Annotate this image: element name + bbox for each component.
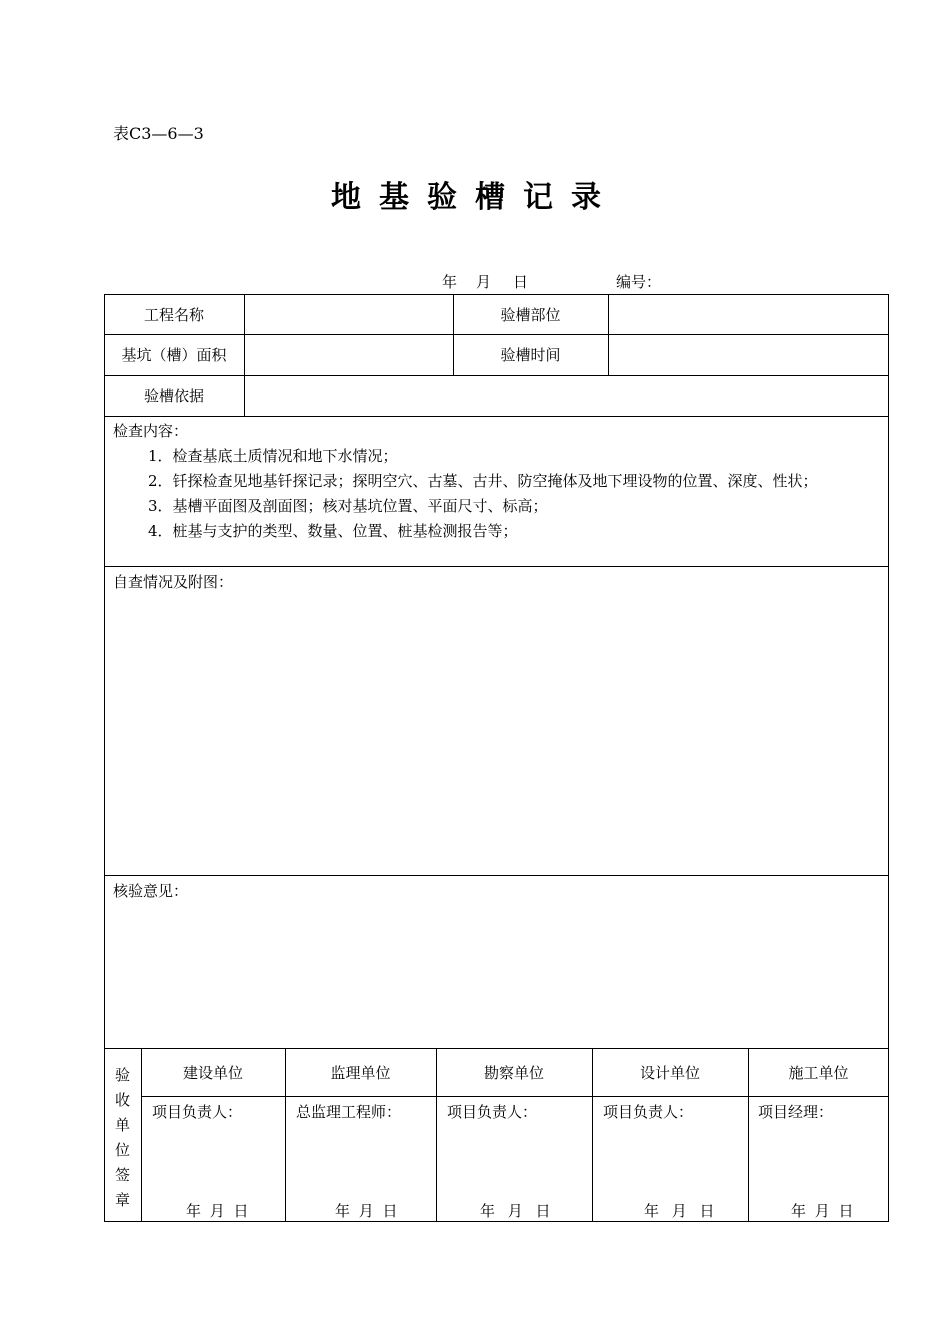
inspection-time-label: 验槽时间 — [500, 346, 561, 364]
inspection-time-field[interactable] — [609, 335, 888, 375]
inspection-part-label: 验槽部位 — [500, 305, 561, 324]
sign-date: 年 月 日 — [644, 1202, 715, 1220]
pit-area-field[interactable] — [245, 335, 452, 375]
check-item: 3．基槽平面图及剖面图；核对基坑位置、平面尺寸、标高； — [148, 497, 548, 515]
unit-header-supervision: 监理单位 — [330, 1063, 391, 1082]
unit-header-contractor: 施工单位 — [788, 1063, 849, 1082]
sign-side-char: 验 — [115, 1066, 131, 1084]
unit-header-design: 设计单位 — [639, 1063, 700, 1082]
date-month-label: 月 — [476, 273, 492, 291]
check-item: 2．钎探检查见地基钎探记录；探明空穴、古墓、古井、防空掩体及地下埋设物的位置、深度、性状； — [148, 472, 818, 490]
sign-side-char: 位 — [115, 1141, 131, 1159]
signature-field[interactable] — [437, 1122, 591, 1192]
unit-header-survey: 勘察单位 — [483, 1063, 544, 1082]
date-day-label: 日 — [513, 273, 529, 291]
row-divider — [104, 566, 889, 567]
signature-field[interactable] — [593, 1122, 747, 1192]
check-item: 4．桩基与支护的类型、数量、位置、桩基检测报告等； — [148, 522, 518, 540]
sign-side-char: 收 — [115, 1091, 131, 1109]
inspection-basis-field[interactable] — [245, 376, 888, 416]
sign-side-char: 章 — [115, 1191, 131, 1209]
review-label: 核验意见： — [113, 882, 189, 900]
sign-date: 年 月 日 — [335, 1202, 398, 1220]
self-check-field[interactable] — [105, 595, 888, 874]
role-label: 项目负责人： — [603, 1103, 694, 1121]
date-year-label: 年 — [442, 273, 458, 291]
role-label: 总监理工程师： — [296, 1103, 402, 1121]
serial-number-label: 编号： — [616, 273, 662, 291]
pit-area-label: 基坑（槽）面积 — [121, 346, 227, 364]
sign-side-char: 单 — [115, 1116, 131, 1134]
project-name-field[interactable] — [245, 295, 452, 334]
inspection-basis-label: 验槽依据 — [143, 387, 204, 405]
role-label: 项目负责人： — [152, 1103, 243, 1121]
self-check-label: 自查情况及附图： — [113, 573, 234, 591]
sign-date: 年 月 日 — [480, 1202, 551, 1220]
check-content-label: 检查内容： — [113, 422, 189, 440]
role-label: 项目负责人： — [447, 1103, 538, 1121]
project-name-label: 工程名称 — [143, 305, 204, 324]
check-item: 1．检查基底土质情况和地下水情况； — [148, 447, 398, 465]
review-field[interactable] — [105, 904, 888, 1047]
signature-field[interactable] — [749, 1122, 888, 1192]
signature-field[interactable] — [286, 1122, 435, 1192]
role-label: 项目经理： — [758, 1103, 834, 1121]
unit-header-construction: 建设单位 — [182, 1063, 243, 1082]
form-code: 表C3—6—3 — [113, 124, 204, 143]
row-divider — [141, 1096, 889, 1097]
inspection-part-field[interactable] — [609, 295, 888, 334]
sign-date: 年 月 日 — [186, 1202, 249, 1220]
sign-date: 年 月 日 — [791, 1202, 854, 1220]
signature-field[interactable] — [142, 1122, 284, 1192]
row-divider — [104, 875, 889, 876]
page-title: 地基验槽记录 — [331, 180, 619, 215]
row-divider — [104, 416, 889, 417]
sign-side-char: 签 — [115, 1166, 131, 1184]
